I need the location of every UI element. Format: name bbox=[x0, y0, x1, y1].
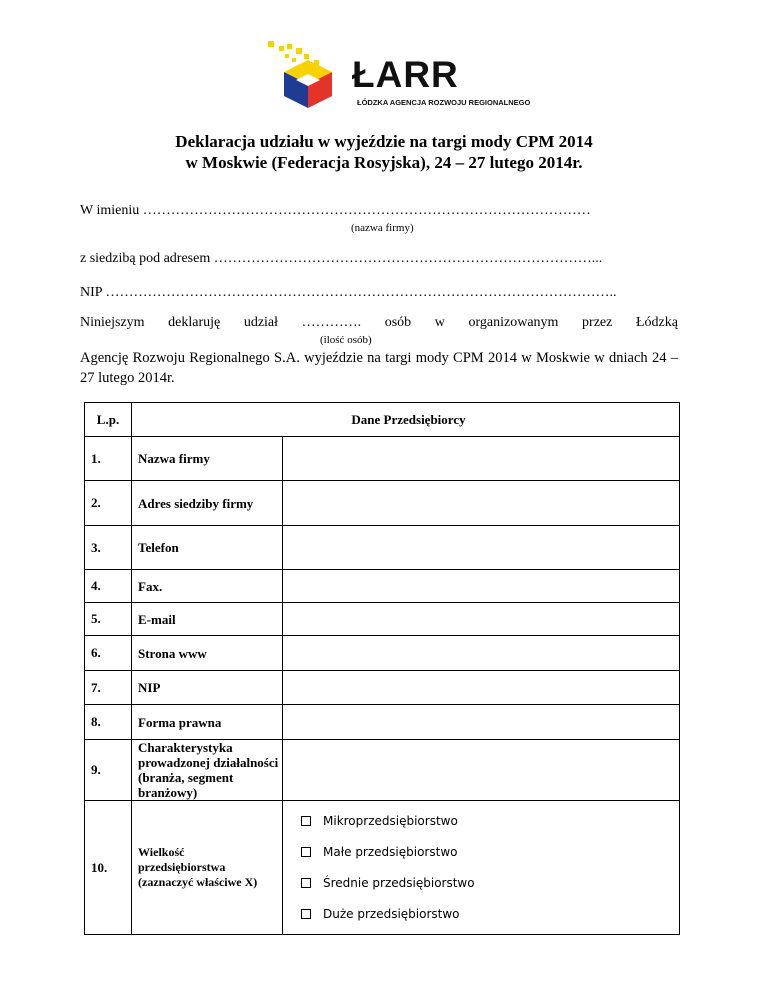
row-label: NIP bbox=[132, 671, 283, 705]
declaration-word: deklaruję bbox=[168, 315, 221, 330]
logo-wordmark: ŁARR bbox=[352, 54, 459, 95]
company-size-option[interactable] bbox=[301, 899, 679, 930]
declaration-paragraph: Agencję Rozwoju Regionalnego S.A. wyjeździe na targi mody CPM 2014 w Moskwie w dniach 24 – 27 lutego 2014r. bbox=[80, 350, 678, 386]
table-row bbox=[85, 437, 680, 481]
row-number: 4. bbox=[85, 570, 132, 603]
declaration-word: organizowanym bbox=[468, 315, 559, 330]
row-value-field[interactable] bbox=[283, 526, 680, 570]
row-value-field[interactable] bbox=[283, 671, 680, 705]
table-row bbox=[85, 526, 680, 570]
declaration-word: osób bbox=[384, 315, 412, 330]
col-data-header: Dane Przedsiębiorcy bbox=[132, 403, 680, 437]
row-value-field[interactable] bbox=[283, 437, 680, 481]
row-label: Adres siedziby firmy bbox=[132, 481, 283, 526]
logo-pixel bbox=[285, 54, 289, 58]
company-size-option[interactable] bbox=[301, 837, 679, 868]
col-lp-header: L.p. bbox=[85, 403, 132, 437]
row-value-field[interactable] bbox=[283, 636, 680, 671]
declaration-word: przez bbox=[582, 315, 613, 330]
row-label: Strona www bbox=[132, 636, 283, 671]
row-number: 5. bbox=[85, 603, 132, 636]
declaration-word[interactable]: …………. bbox=[301, 315, 362, 330]
row-number: 10. bbox=[85, 801, 132, 935]
declaration-word: Niniejszym bbox=[80, 315, 145, 330]
row-label: Nazwa firmy bbox=[132, 437, 283, 481]
row-number: 3. bbox=[85, 526, 132, 570]
row-value-field[interactable] bbox=[283, 570, 680, 603]
declaration-word: udział bbox=[243, 315, 279, 330]
logo-pixel bbox=[304, 54, 309, 59]
table-row bbox=[85, 671, 680, 705]
company-size-option-label: Duże przedsiębiorstwo bbox=[323, 907, 460, 921]
declaration-word: Łódzką bbox=[635, 315, 678, 330]
logo-pixel bbox=[292, 58, 296, 62]
row-number: 6. bbox=[85, 636, 132, 671]
document-title-line-2: w Moskwie (Federacja Rosyjska), 24 – 27 lutego 2014r. bbox=[185, 153, 583, 172]
table-row bbox=[85, 636, 680, 671]
table-row bbox=[85, 740, 680, 801]
row-label: E-mail bbox=[132, 603, 283, 636]
persons-count-hint: (ilość osób) bbox=[320, 334, 372, 346]
document-title-line-1: Deklaracja udziału w wyjeździe na targi mody CPM 2014 bbox=[175, 132, 593, 151]
nip-line[interactable]: NIP ……………………………………………………………………………………………….. bbox=[80, 285, 617, 300]
company-size-option-label: Mikroprzedsiębiorstwo bbox=[323, 814, 458, 828]
row-label: Forma prawna bbox=[132, 705, 283, 740]
row-value-field[interactable] bbox=[283, 603, 680, 636]
logo-subtitle: ŁÓDZKA AGENCJA ROZWOJU REGIONALNEGO bbox=[357, 98, 531, 107]
row-number: 2. bbox=[85, 481, 132, 526]
row-number: 7. bbox=[85, 671, 132, 705]
company-size-label-line: przedsiębiorstwa bbox=[138, 860, 226, 874]
table-row bbox=[85, 603, 680, 636]
checkbox-icon[interactable] bbox=[301, 816, 311, 826]
table-row bbox=[85, 570, 680, 603]
company-data-table bbox=[84, 402, 680, 935]
company-size-options bbox=[283, 801, 680, 935]
company-size-option[interactable] bbox=[301, 806, 679, 837]
company-name-hint: (nazwa firmy) bbox=[351, 222, 414, 234]
row-number: 1. bbox=[85, 437, 132, 481]
row-number: 9. bbox=[85, 740, 132, 801]
row-label: Charakterystyka prowadzonej działalności (branża, segment branżowy) bbox=[132, 740, 283, 801]
company-size-option[interactable] bbox=[301, 868, 679, 899]
logo-pixel bbox=[287, 44, 292, 49]
checkbox-icon[interactable] bbox=[301, 878, 311, 888]
table-row bbox=[85, 705, 680, 740]
row-label: Fax. bbox=[132, 570, 283, 603]
declaration-line bbox=[80, 315, 678, 331]
company-size-label bbox=[132, 801, 283, 935]
row-value-field[interactable] bbox=[283, 481, 680, 526]
logo-pixel bbox=[268, 41, 274, 47]
checkbox-icon[interactable] bbox=[301, 847, 311, 857]
row-number: 8. bbox=[85, 705, 132, 740]
logo-pixel bbox=[296, 48, 302, 54]
company-size-label-line: Wielkość bbox=[138, 845, 185, 859]
checkbox-icon[interactable] bbox=[301, 909, 311, 919]
company-size-row bbox=[85, 801, 680, 935]
logo-pixel bbox=[279, 46, 284, 51]
table-header-row bbox=[85, 403, 680, 437]
company-name-line[interactable]: W imieniu …………………………………………………………………………………… bbox=[80, 203, 591, 218]
row-value-field[interactable] bbox=[283, 740, 680, 801]
row-value-field[interactable] bbox=[283, 705, 680, 740]
address-line[interactable]: z siedzibą pod adresem ………………………………………………………………………... bbox=[80, 251, 603, 266]
company-size-option-label: Średnie przedsiębiorstwo bbox=[323, 876, 475, 890]
table-row bbox=[85, 481, 680, 526]
company-size-label-line: (zaznaczyć właściwe X) bbox=[138, 875, 258, 889]
declaration-word: w bbox=[434, 315, 445, 330]
company-size-option-label: Małe przedsiębiorstwo bbox=[323, 845, 458, 859]
row-label: Telefon bbox=[132, 526, 283, 570]
